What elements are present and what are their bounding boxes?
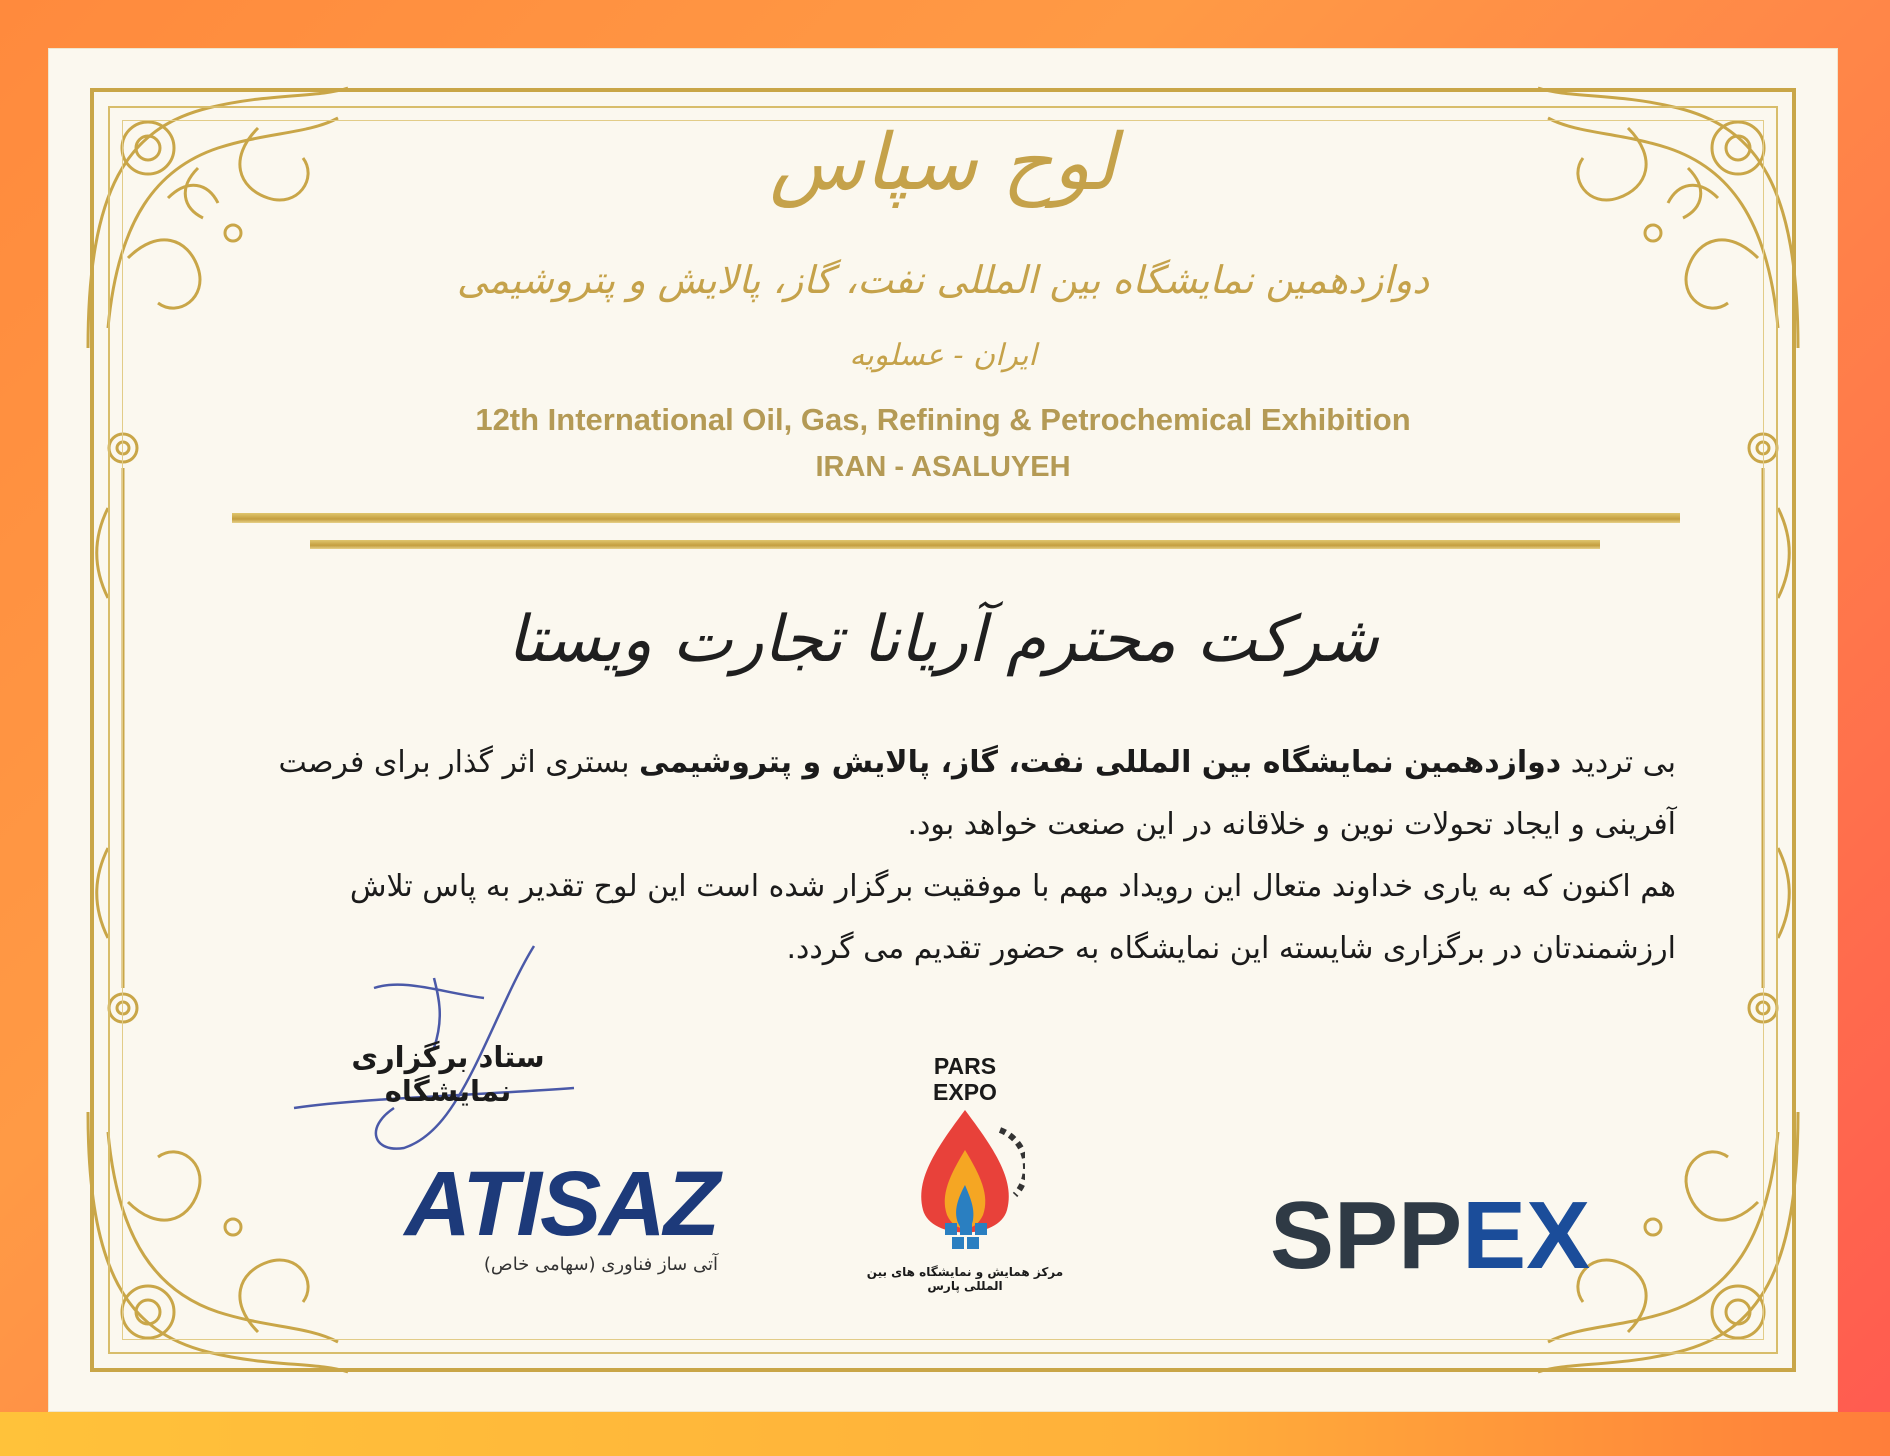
recipient-name: شرکت محترم آریانا تجارت ویستا — [507, 603, 1379, 677]
sppex-logo-prefix: SPP — [1270, 1182, 1463, 1289]
flame-emblem-icon — [905, 1105, 1025, 1255]
gold-divider — [232, 513, 1680, 523]
location-en: IRAN - ASALUYEH — [815, 451, 1071, 483]
location-fa: ایران - عسلویه — [849, 338, 1037, 373]
body-text: بستری اثر گذار برای فرصت آفرینی و ایجاد تحولات نوین و خلاقانه در این صنعت خواهد بود. — [278, 745, 1676, 842]
exhibition-name-fa: دوازدهمین نمایشگاه بین المللی نفت، گاز، پالایش و پتروشیمی — [456, 258, 1430, 302]
corner-ornament-icon — [68, 68, 368, 368]
corner-ornament-icon — [1518, 68, 1818, 368]
signer-title: ستاد برگزاری نمایشگاه — [351, 1040, 545, 1108]
body-paragraph — [216, 732, 1676, 856]
side-ornament-icon — [88, 428, 158, 1028]
sppex-logo — [1270, 1182, 1591, 1289]
sppex-logo-suffix: EX — [1462, 1182, 1591, 1289]
pars-expo-logo — [860, 1053, 1070, 1293]
body-text-bold: دوازدهمین نمایشگاه بین المللی نفت، گاز، پالایش و پتروشیمی — [639, 745, 1562, 780]
body-paragraph: هم اکنون که به یاری خداوند متعال این رویداد مهم با موفقیت برگزار شده است این لوح تقدیر به پاس تلاش ارزشمندتان در برگزاری شایسته این نمایشگاه به حضور تقدیم می گردد. — [349, 869, 1676, 966]
certificate-title: لوح سپاس — [769, 118, 1117, 208]
atisaz-wordmark: ATISAZ — [404, 1153, 718, 1255]
side-ornament-icon — [1728, 428, 1798, 1028]
atisaz-logo — [378, 1153, 718, 1275]
body-text: بی تردید — [1561, 745, 1676, 780]
gold-divider — [310, 540, 1600, 549]
atisaz-tagline: آتی ساز فناوری (سهامی خاص) — [483, 1254, 718, 1275]
pars-expo-caption: مرکز همایش و نمایشگاه های بین المللی پارس — [866, 1265, 1064, 1293]
pars-expo-name-line1: PARS — [933, 1053, 997, 1079]
pars-expo-name-line2: EXPO — [933, 1079, 997, 1105]
exhibition-name-en: 12th International Oil, Gas, Refining & Petrochemical Exhibition — [475, 402, 1411, 437]
bottom-strip — [0, 1412, 1890, 1456]
certificate-paper — [48, 48, 1838, 1412]
